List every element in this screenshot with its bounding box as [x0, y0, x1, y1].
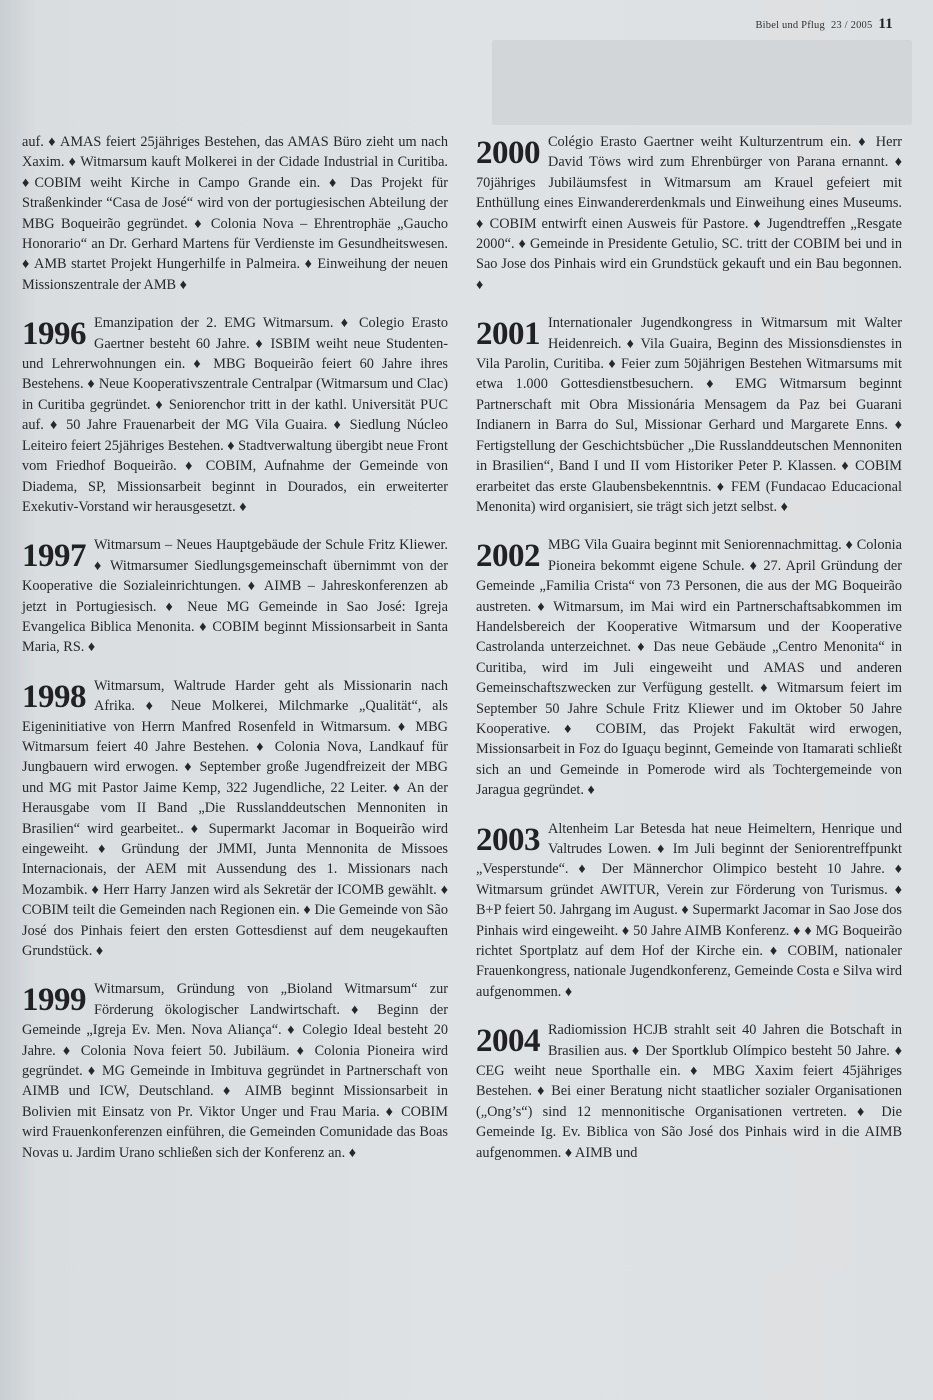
year-heading: 2002 — [476, 538, 540, 575]
entry-text: Altenheim Lar Betesda hat neue Heimeltern, Henrique und Valtrudes Lowen. ♦ Im Juli beginnt der Seniorentreffpunkt „Vesperstunde“. ♦ Der Männerchor Olimpico besteht 10 Jahre. ♦ Witmarsum gründet AWITUR, Verein zur Förderung von Turismus. ♦ B+P feiert 50. Jahrgang im August. ♦ Supermarkt Jacomar in Sao Jose dos Pinhais wird eingeweiht. ♦ 50 Jahre AIMB Konferenz. ♦ ♦ MG Boqueirão richtet Sportplatz auf dem Hof der Kirche ein. ♦ COBIM, nationaler Frauenkongress, nationale Jugendkonferenz, Gemeinde Costa e Silva wird aufgenommen. ♦ — [476, 820, 903, 1000]
entry-text: Emanzipation der 2. EMG Witmarsum. ♦ Colegio Erasto Gaertner besteht 60 Jahre. ♦ ISBIM weiht neue Studenten- und Lehrerwohnungen ein. ♦ MBG Boqueirão feiert 60 Jahre ihres Bestehens. ♦ Neue Kooperativszentrale Centralpar (Witmarsum und Clac) in Curitiba gegründet. ♦ Seniorenchor tritt in der kathl. Universität PUC auf. ♦ 50 Jahre Frauenarbeit der MG Vila Guaira. ♦ Siedlung Núcleo Leiteiro feiert 25jähriges Bestehen. ♦ Stadtverwaltung übergibt neue Front vom Friedhof Boqueirão. ♦ COBIM, Aufnahme der Gemeinde von Diadema, SP, Missionsarbeit beginnt in Dourados, ein erweiterter Exekutiv-Vorstand wir herausgesetzt. ♦ — [22, 315, 448, 515]
faded-background-photo — [492, 40, 912, 125]
year-heading: 1998 — [22, 678, 86, 715]
entry-text: Witmarsum, Waltrude Harder geht als Missionarin nach Afrika. ♦ Neue Molkerei, Milchmarke „Qualität“, als Eigeninitiative von Herrn Manfred Rosenfeld in Witmarsum. ♦ MBG Witmarsum feiert 40 Jahre Bestehen. ♦ Colonia Nova, Landkauf für Jungbauern wird erwogen. ♦ September große Jugendfreizeit der MBG und MG mit Pastor Jaime Kemp, 322 Jugendliche, 22 Leiter. ♦ An der Herausgabe vom II Band „Die Russlanddeutschen Mennoniten in Brasilien“ wird gearbeitet.. ♦ Supermarkt Jacomar in Boqueirão wird eingeweiht. ♦ Gründung der JMMI, Junta Mennonita de Missoes Internacionais, der AEM mit Aussendung des 1. Missionars nach Mozambik. ♦ Herr Harry Janzen wird als Sekretär der ICOMB gewählt. ♦ COBIM teilt die Gemeinden nach Regionen ein. ♦ Die Gemeinde von São José dos Pinhais feiert den ersten Gottesdienst auf dem neugekauften Grundstück. ♦ — [22, 677, 448, 960]
year-heading: 1997 — [22, 538, 86, 575]
year-entry-1999 — [22, 979, 448, 1163]
right-column — [476, 132, 902, 1181]
year-entry-2003 — [476, 819, 902, 1003]
entry-text: auf. ♦ AMAS feiert 25jähriges Bestehen, das AMAS Büro zieht um nach Xaxim. ♦ Witmarsum kauft Molkerei in der Cidade Industrial in Curitiba. ♦COBIM weiht Kirche in Campo Grande ein. ♦ Das Projekt für Straßenkinder “Casa de José“ wird von der portugiesischen Abteilung der MBG Boqueirão gegründet. ♦ Colonia Nova – Ehrentrophäe „Gaucho Honorario“ an Dr. Gerhard Martens für Verdienste im Gesundheitswesen. ♦ AMB startet Projekt Hungerhilfe in Palmeira. ♦ Einweihung der neuen Missionszentrale der AMB ♦ — [22, 134, 448, 293]
page-header — [755, 16, 893, 33]
year-entry-1998 — [22, 676, 448, 962]
left-column — [22, 132, 448, 1181]
entry-text: Witmarsum, Gründung von „Bioland Witmarsum“ zur Förderung ökologischer Landwirtschaft. ♦ Beginn der Gemeinde „Igreja Ev. Men. Nova Aliança“. ♦ Colegio Ideal besteht 20 Jahre. ♦ Colonia Nova feiert 50. Jubiläum. ♦ Colonia Pioneira wird gegründet. ♦ MG Gemeinde in Imbituva gegründet in Partnerschaft von AIMB und ICW, Deutschland. ♦ AIMB beginnt Missionsarbeit in Bolivien mit Einsatz von Pr. Viktor Unger und Frau Maria. ♦ COBIM wird Frauenkonferenzen einführen, die Gemeinden Comunidade das Boas Novas u. Jardim Urano schließen sich der Konferenz an. ♦ — [22, 981, 448, 1161]
entry-text: MBG Vila Guaira beginnt mit Seniorennachmittag. ♦ Colonia Pioneira bekommt eigene Schule. ♦ 27. April Gründung der Gemeinde „Familia Crista“ von 73 Personen, die aus der MG Boqueirão austreten. ♦ Witmarsum, im Mai wird ein Partnerschaftsabkommen im Handelsbereich der Kooperative Witmarsum und der Kooperative Castrolanda unterzeichnet. ♦ Das neue Gebäude „Centro Menonita“ in Curitiba, wird im Juli eingeweiht und AMAS und anderen Gemeinschaftszwecken zur Verfügung gestellt. ♦ Witmarsum feiert im September 50 Jahre Schule Fritz Kliewer und im Oktober 50 Jahre Kooperative. ♦ COBIM, das Projekt Fakultät wird erwogen, Missionsarbeit in Foz do Iguaçu beginnt, Gemeinde von Itamarati schließt sich an und Gemeinde in Pomerode wird als Tochtergemeinde von Jaragua gegründet. ♦ — [476, 537, 902, 799]
year-heading: 2001 — [476, 316, 540, 353]
continued-entry — [22, 132, 448, 295]
entry-text: Witmarsum – Neues Hauptgebäude der Schule Fritz Kliewer. ♦ Witmarsumer Siedlungsgemeinschaft übernimmt von der Kooperative die Sozialeinrichtungen. ♦ AIMB – Jahreskonferenzen ab jetzt in Portugiesisch. ♦ Neue MG Gemeinde in Sao José: Igreja Evangelica Biblica Menonita. ♦ COBIM beginnt Missionsarbeit in Santa Maria, RS. ♦ — [22, 537, 448, 656]
year-heading: 2003 — [476, 821, 540, 858]
year-entry-2001 — [476, 313, 902, 517]
year-entry-1997 — [22, 535, 448, 657]
page-number: 11 — [878, 16, 893, 32]
year-entry-2000 — [476, 132, 902, 295]
issue-number: 23 / 2005 — [830, 20, 873, 31]
year-heading: 2000 — [476, 135, 540, 171]
year-entry-1996 — [22, 313, 448, 517]
year-entry-2004 — [476, 1020, 902, 1163]
entry-text: Radiomission HCJB strahlt seit 40 Jahren die Botschaft in Brasilien aus. ♦ Der Sportklub Olímpico besteht 50 Jahre. ♦ CEG weiht neue Sporthalle ein. ♦ MBG Xaxim feiert 45jähriges Bestehen. ♦ Bei einer Beratung nicht staatlicher sozialer Organisationen („Ong’s“) sind 12 mennonitische Organisationen vertreten. ♦ Die Gemeinde Ig. Ev. Biblica von São José dos Pinhais wird in die AIMB aufgenommen. ♦ AIMB und — [476, 1022, 902, 1161]
publication-name: Bibel und Pflug — [755, 20, 825, 31]
year-heading: 1996 — [22, 316, 86, 353]
year-heading: 1999 — [22, 982, 86, 1019]
entry-text: Colégio Erasto Gaertner weiht Kulturzentrum ein. ♦ Herr David Töws wird zum Ehrenbürger von Parana ernannt. ♦ 70jähriges Jubiläumsfest in Witmarsum am Krauel gefeiert mit Enthüllung eines Einwandererdenkmals und Einweihung eines Museums. ♦ COBIM entwirft einen Ausweis für Pastore. ♦ Jugendtreffen „Resgate 2000“. ♦ Gemeinde in Presidente Getulio, SC. tritt der COBIM bei und in Sao Jose dos Pinhais wird ein Grundstück gekauft und ein Bau begonnen. ♦ — [476, 134, 902, 293]
entry-text: Internationaler Jugendkongress in Witmarsum mit Walter Heidenreich. ♦ Vila Guaira, Beginn des Missionsdienstes in Vila Parolin, Curitiba. ♦ Feier zum 50jährigen Bestehen Witmarsums mit etwa 1.000 Gottesdienstbesuchern. ♦ EMG Witmarsum beginnt Partnerschaft mit Obra Missionária Mensagem da Paz bei Guarani Indianern in Barra do Sul, Missionar Gerhard und Margarete Enns. ♦ Fertigstellung der Geschichtsbücher „Die Russlanddeutschen Mennoniten in Brasilien“, Band I und II vom Historiker Peter P. Klassen. ♦ COBIM erarbeitet das erste Glaubensbekenntnis. ♦ FEM (Fundacao Educacional Menonita) wird organisiert, sie trägt sich jetzt selbst. ♦ — [476, 315, 902, 515]
year-heading: 2004 — [476, 1023, 540, 1060]
year-entry-2002 — [476, 535, 902, 800]
